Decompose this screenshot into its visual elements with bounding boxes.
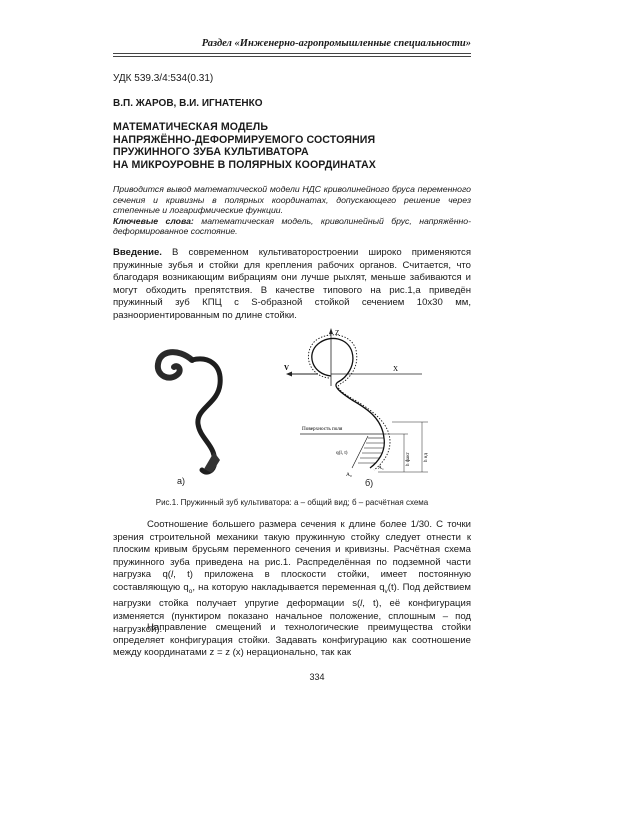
- tooth-loaded-line: [312, 338, 385, 468]
- point-a1-label: A₁: [378, 465, 384, 471]
- load-hatch: [352, 436, 384, 468]
- point-a0-label: A₀: [346, 472, 352, 478]
- header-rule-secondary: [113, 56, 471, 57]
- tooth-initial-line: [308, 335, 390, 470]
- dim-fact-label: h факт: [406, 452, 411, 466]
- title-line: ПРУЖИННОГО ЗУБА КУЛЬТИВАТОРА: [113, 146, 309, 158]
- keywords: математическая модель, криволинейный брус, напряжённо-деформированное состояние.: [113, 215, 471, 237]
- figure-caption: Рис.1. Пружинный зуб культиватора: а – общий вид; б – расчётная схема: [155, 498, 429, 507]
- p1-text: (t). Под действием нагрузки стойка получает упругие деформации s(: [113, 581, 471, 610]
- intro-paragraph: [113, 247, 471, 323]
- x-axis-label: X: [393, 365, 399, 373]
- header-rule: [113, 53, 471, 54]
- keywords-label: Ключевые слова:: [113, 215, 194, 226]
- section-header: Раздел «Инженерно-агропромышленные специальности»: [201, 38, 471, 49]
- figure-label-b: б): [365, 478, 374, 488]
- body-paragraph-1: [113, 519, 471, 636]
- title-line: МАТЕМАТИЧЕСКАЯ МОДЕЛЬ: [113, 121, 269, 133]
- p1-text: , на которую накладывается переменная q: [192, 581, 385, 593]
- authors: В.П. ЖАРОВ, В.И. ИГНАТЕНКО: [113, 98, 263, 109]
- tooth-upper-curl: [158, 352, 192, 378]
- z-axis-arrow: [329, 328, 333, 334]
- load-label: q(l, t): [336, 450, 348, 456]
- p1-subscript: о: [188, 587, 193, 595]
- p1-text: , t), её конфигурация изменяется (пунктиром показано начальное положение, сплошным – под нагрузкой).: [113, 598, 471, 635]
- intro-text: В современном культиваторостроении широко применяются пружинные зубья и стойки для крепления рабочих органов. Считается, что благодаря возникающим вибрациям они лучше рыхлят, меньше забиваются и могут обходить препятствия. В качестве типового на рис.1,а приведён пружинный зуб КПЦ с S-образной стойкой сечением 10х30 мм, разноориентированным по длине стойки.: [113, 247, 472, 321]
- p1-var-l: l: [170, 569, 174, 581]
- title-line: НА МИКРОУРОВНЕ В ПОЛЯРНЫХ КООРДИНАТАХ: [113, 158, 376, 171]
- body-paragraph-2: Направление смещений и технологические преимущества стойки определяет конфигурация стойки. Задавать конфигурацию как соотношение между координатами z = z (x) нерационально, так как: [113, 622, 471, 659]
- abstract-text: Приводится вывод математической модели НДС криволинейного бруса переменного сечения и кривизны в полярных координатах, допускающего решение через степенные и логарифмические функции.: [113, 184, 471, 216]
- spring-tooth-photo: [148, 342, 243, 477]
- page-number: 334: [309, 672, 325, 682]
- calculation-scheme: [282, 326, 432, 478]
- dim-norm-label: h нд: [424, 453, 429, 462]
- z-axis-label: Z: [335, 329, 340, 337]
- ground-label: Поверхность поля: [302, 426, 343, 432]
- udk-code: УДК 539.3/4:534(0.31): [113, 73, 214, 84]
- velocity-label: V: [284, 364, 290, 372]
- title-line: НАПРЯЖЁННО-ДЕФОРМИРУЕМОГО СОСТОЯНИЯ: [113, 133, 376, 146]
- velocity-arrow-head: [286, 372, 292, 377]
- abstract: [113, 184, 471, 237]
- p1-text: , t) приложена в плоскости стойки, имеет постоянную составляющую q: [113, 569, 471, 593]
- p1-subscript: v: [384, 587, 388, 595]
- figure-label-a: а): [177, 476, 186, 486]
- p1-text: Соотношение большего размера сечения к длине более 1/30. С точки зрения строительной механики такую пружинную стойку следует отнести к плоским кривым брусьям переменного сечения и кривизны. Расчётная схема пружинного зуба приведена на рис.1. Распределённая по подземной части нагрузка q(: [113, 519, 471, 581]
- intro-lead: Введение.: [113, 247, 162, 258]
- article-title: [113, 121, 376, 171]
- p1-var-l: l: [360, 598, 363, 610]
